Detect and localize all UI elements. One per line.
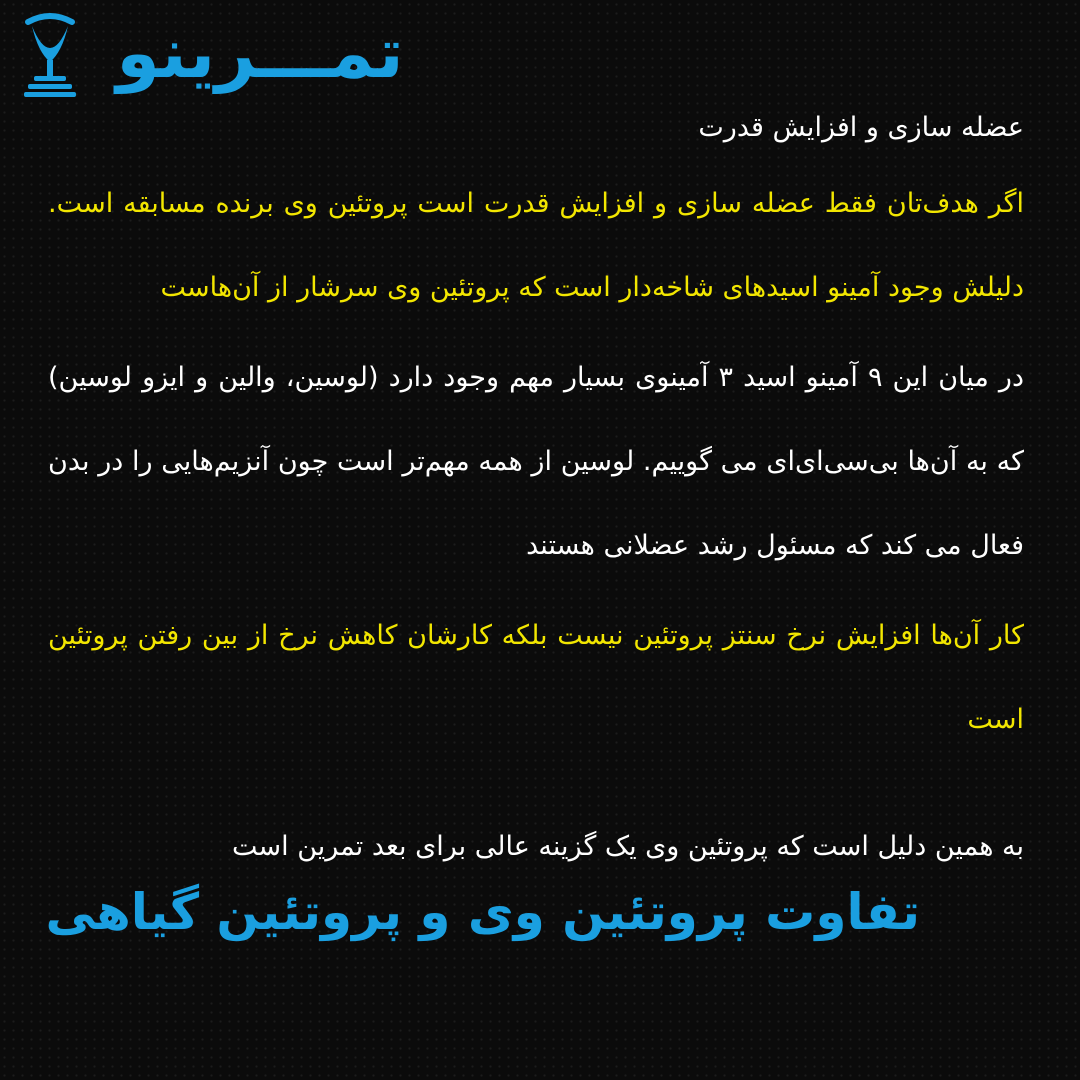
paragraph-protein-synthesis: کار آن‌ها افزایش نرخ سنتز پروتئین نیست بلکه کارشان کاهش نرخ از بین رفتن پروتئین است xyxy=(48,620,1024,735)
trophy-cup-icon xyxy=(18,12,82,98)
paragraph-whey-muscle: اگر هدف‌تان فقط عضله سازی و افزایش قدرت است پروتئین وی برنده مسابقه است. دلیلش وجود آمینو اسیدهای شاخه‌دار است که پروتئین وی سرشار از آن‌هاست xyxy=(48,188,1024,303)
paragraph-bcaa: در میان این ۹ آمینو اسید ۳ آمینوی بسیار مهم وجود دارد (لوسین، والین و ایزو لوسین) که به آن‌ها بی‌سی‌ای‌ای می گوییم. لوسین از همه مهم‌تر است چون آنزیم‌هایی را در بدن فعال می کند که مسئول رشد عضلانی هستند xyxy=(48,362,1024,561)
section-heading: عضله سازی و افزایش قدرت xyxy=(698,112,1024,143)
closing-sentence: به همین دلیل است که پروتئین وی یک گزینه عالی برای بعد تمرین است xyxy=(231,831,1024,862)
brand-name: تمـــرینو xyxy=(116,12,404,94)
article-body xyxy=(48,100,1024,762)
brand-logo xyxy=(18,8,438,98)
cta-title: تفاوت پروتئین وی و پروتئین گیاهی xyxy=(45,883,920,941)
